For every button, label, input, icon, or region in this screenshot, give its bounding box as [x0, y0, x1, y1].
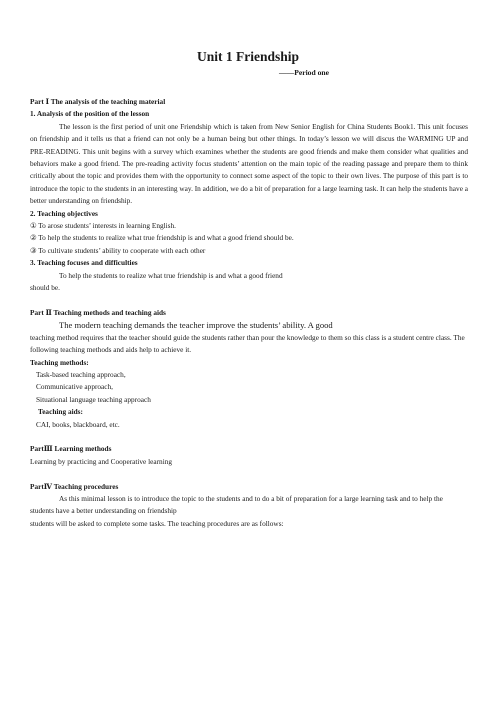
objective-item: ① To arose students’ interests in learning English. [30, 221, 176, 231]
method-item: Communicative approach, [36, 382, 113, 392]
section3-heading: 3. Teaching focuses and difficulties [30, 258, 138, 268]
section1-paragraph: The lesson is the first period of unit one Friendship which is taken from New Senior English for China Students Book1. This unit focuses on friendship and it tells us that a friend can not only be a human being but other things. In today’s lesson we will discus the WARMING UP and PRE-READING. This unit begins with a survey which examines whether the students are good friends and make them consider what qualities and behaviors make a good friend. The pre-reading activity focus students’ attention on the main topic of the reading passage and prepare them to think critically about the topic and provides them with the opportunity to connect some aspect of the topic to their own lives. The purpose of this part is to introduce the topic to the students in an interesting way. In addition, we do a bit of preparation for a large learning task. It can help the students have a better understanding on friendship. [30, 121, 468, 206]
part2-intro-line2: teaching method requires that the teacher should guide the students rather than pour the knowledge to them so this class is a student centre class. The following teaching methods and aids help to achieve it. [30, 332, 465, 355]
part2-intro-line1: The modern teaching demands the teacher improve the students’ ability. A good [59, 320, 333, 331]
methods-heading: Teaching methods: [30, 357, 89, 367]
part4-heading: PartⅣ Teaching procedures [30, 481, 119, 491]
section1-heading: 1. Analysis of the position of the lesson [30, 109, 150, 119]
aids-text: CAI, books, blackboard, etc. [36, 419, 120, 429]
section2-heading: 2. Teaching objectives [30, 208, 98, 218]
part3-text: Learning by practicing and Cooperative learning [30, 456, 173, 466]
part1-heading: Part Ⅰ The analysis of the teaching material [30, 97, 166, 106]
part3-heading: PartⅢ Learning methods [30, 444, 112, 454]
part2-heading: Part Ⅱ Teaching methods and teaching aids [30, 307, 166, 317]
document-body [30, 96, 468, 530]
document-title: Unit 1 Friendship [196, 49, 300, 64]
part4-line2: students will be asked to complete some tasks. The teaching procedures are as follows: [30, 518, 284, 528]
section3-line1: To help the students to realize what true friendship is and what a good friend [59, 270, 283, 280]
section3-line2: should be. [30, 283, 60, 293]
aids-heading: Teaching aids: [38, 407, 83, 417]
part4-line1: As this minimal lesson is to introduce the topic to the students and to do a bit of preparation for a large learning task and to help the students have a better understanding on friendship [30, 493, 443, 516]
method-item: Task-based teaching approach, [36, 369, 126, 379]
document-subtitle: ——Period one [279, 68, 329, 77]
objective-item: ② To help the students to realize what true friendship is and what a good friend should be. [30, 233, 294, 243]
method-item: Situational language teaching approach [36, 394, 151, 404]
objective-item: ③ To cultivate students’ ability to cooperate with each other [30, 245, 206, 255]
